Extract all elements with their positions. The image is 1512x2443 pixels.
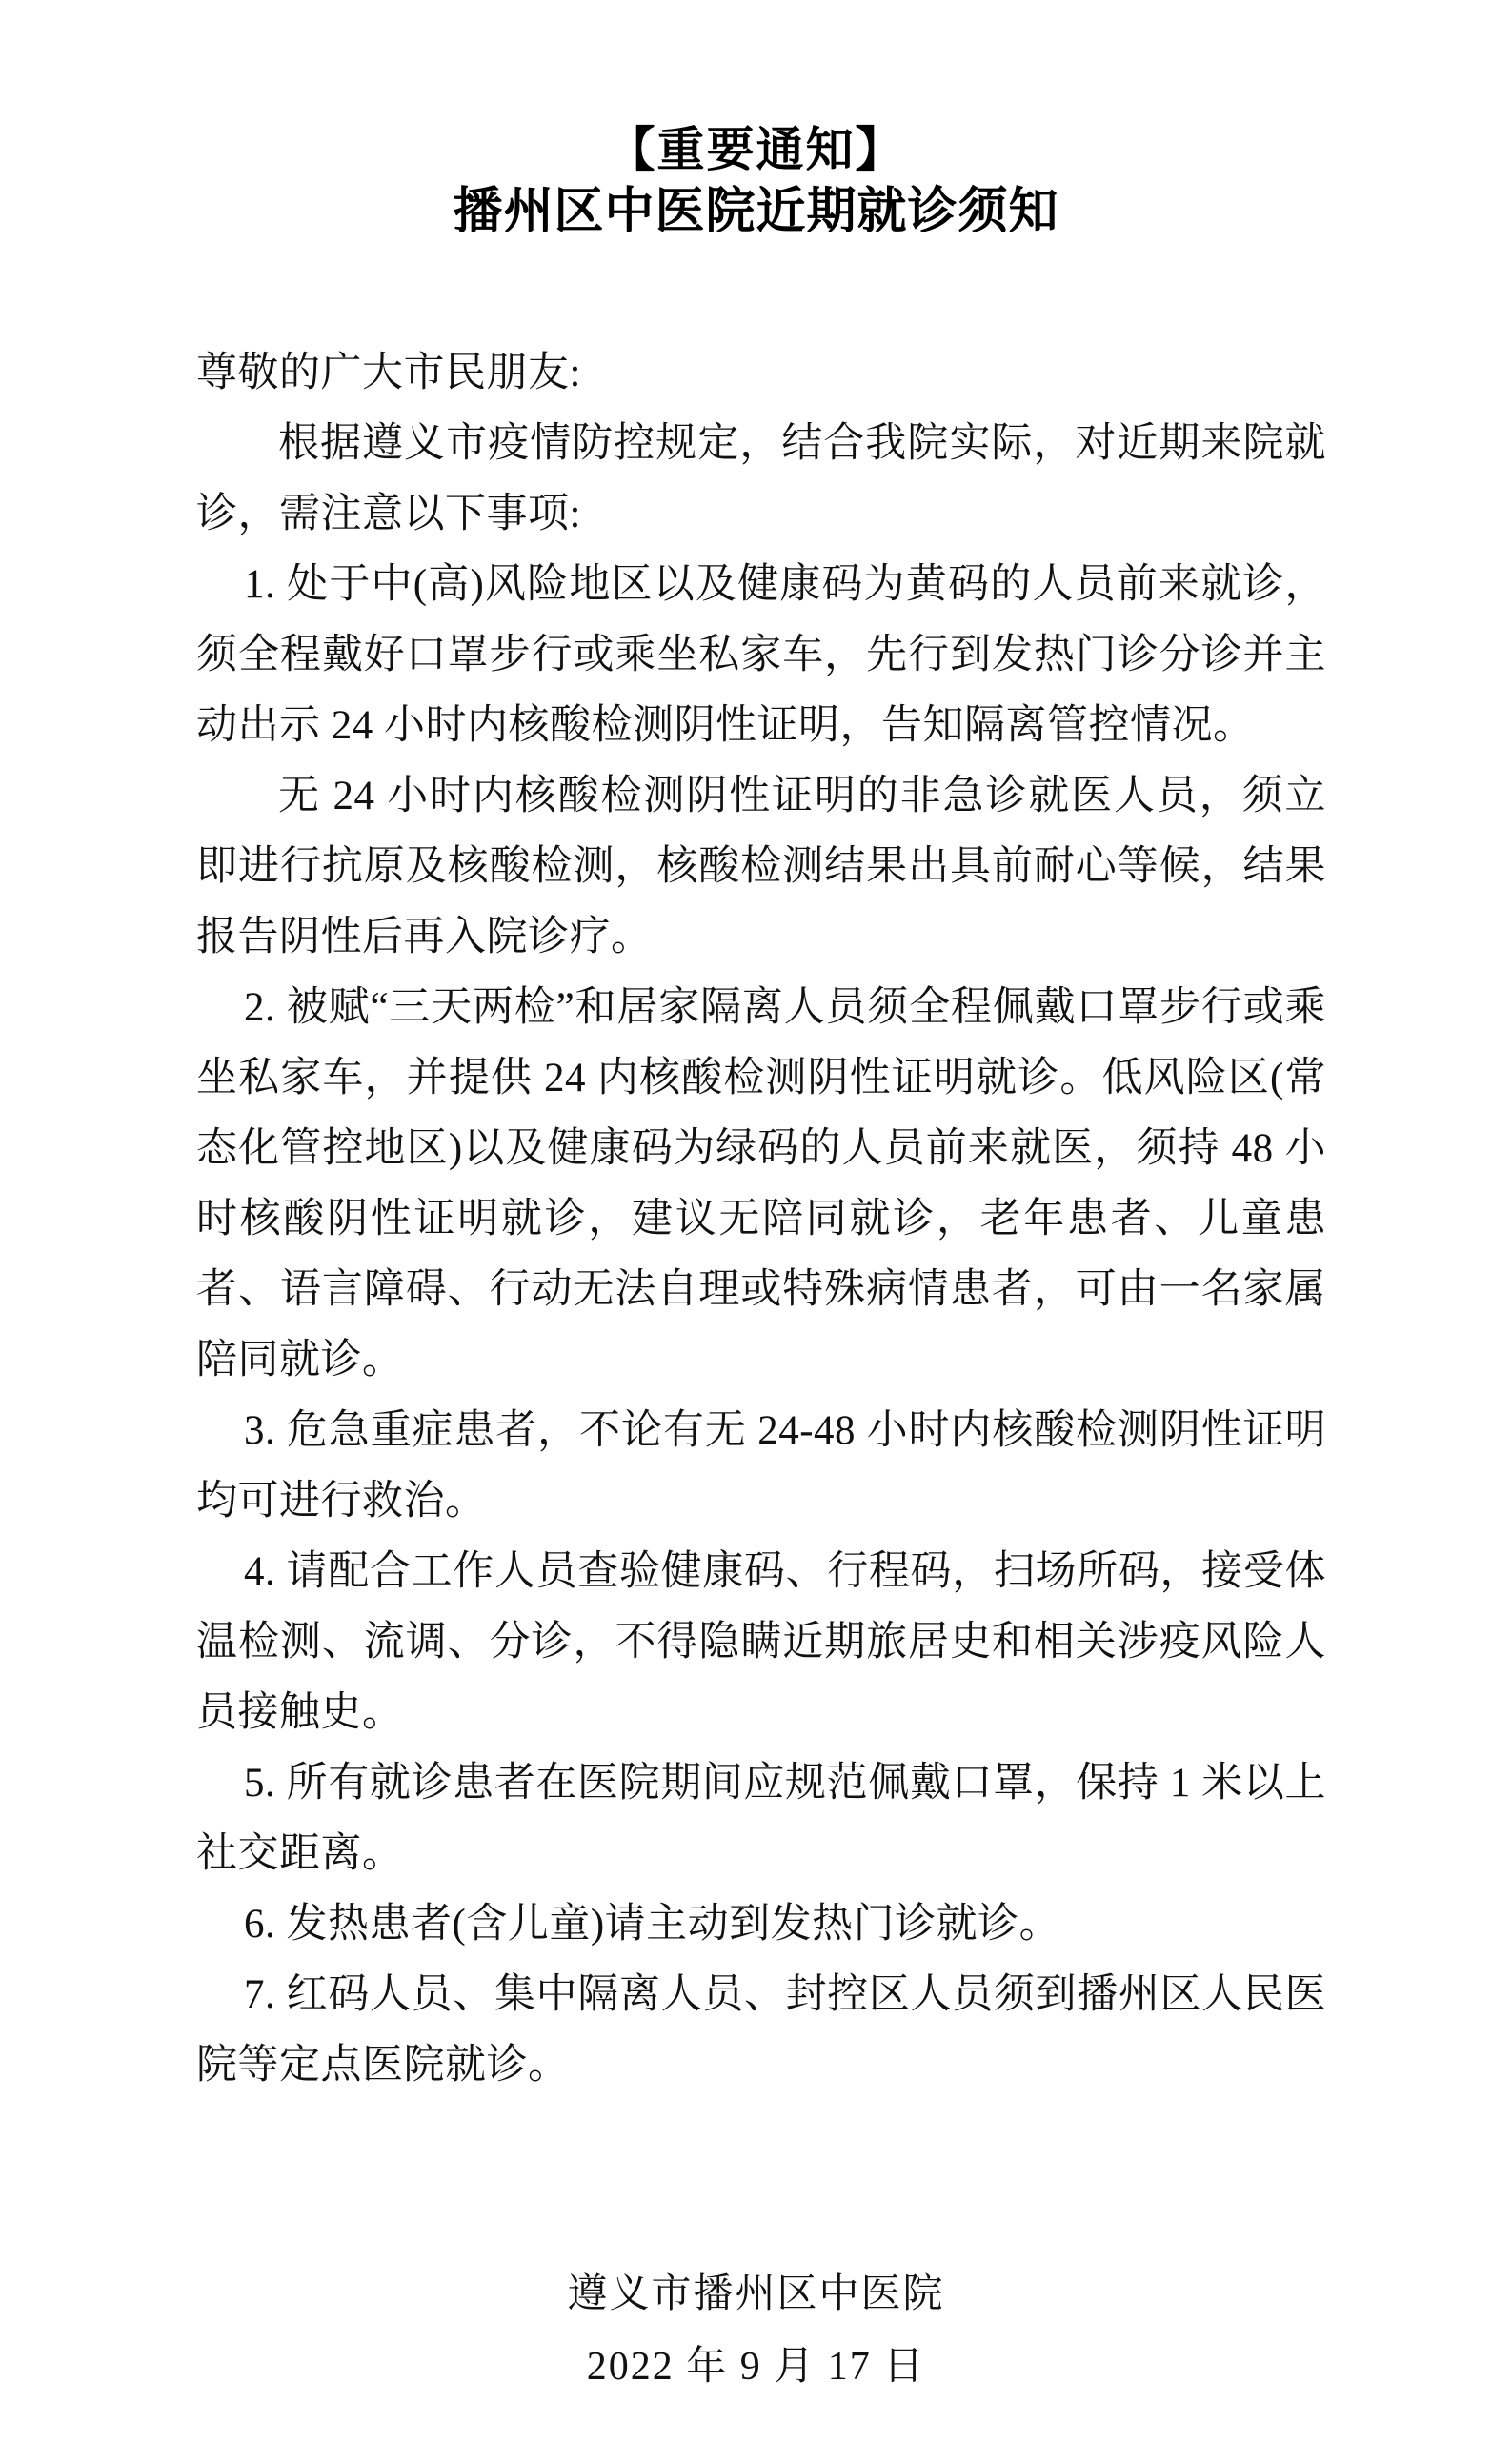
notice-item-2: 2. 被赋“三天两检”和居家隔离人员须全程佩戴口罩步行或乘坐私家车，并提供 24 内核酸检测阴性证明就诊。低风险区(常态化管控地区)以及健康码为绿码的人员前来就医，须持 48 小时核酸阴性证明就诊，建议无陪同就诊，老年患者、儿童患者、语言障碍、行动无法自理或特殊病情患者，可由一名家属陪同就诊。 (196, 985, 1326, 1383)
notice-item-3: 3. 危急重症患者，不论有无 24-48 小时内核酸检测阴性证明均可进行救治。 (196, 1408, 1326, 1524)
document-body (196, 338, 1326, 2101)
notice-item-6: 6. 发热患者(含儿童)请主动到发热门诊就诊。 (244, 1902, 1061, 1947)
page-title: 播州区中医院近期就诊须知 (453, 185, 1059, 239)
notice-item-4: 4. 请配合工作人员查验健康码、行程码，扫场所码，接受体温检测、流调、分诊，不得隐瞒近期旅居史和相关涉疫风险人员接触史。 (196, 1549, 1326, 1735)
signature-organization: 遵义市播州区中医院 (567, 2272, 945, 2316)
document-title-block (0, 122, 1512, 242)
title-bracketed: 【重要通知】 (607, 123, 905, 176)
signature-block (0, 2266, 1512, 2395)
intro-paragraph: 根据遵义市疫情防控规定，结合我院实际，对近期来院就诊，需注意以下事项: (196, 421, 1326, 536)
notice-item-1-continuation: 无 24 小时内核酸检测阴性证明的非急诊就医人员，须立即进行抗原及核酸检测，核酸检测结果出具前耐心等候，结果报告阴性后再入院诊疗。 (196, 774, 1326, 959)
signature-date: 2022 年 9 月 17 日 (586, 2345, 926, 2389)
salutation: 尊敬的广大市民朋友: (196, 351, 581, 395)
notice-item-7: 7. 红码人员、集中隔离人员、封控区人员须到播州区人民医院等定点医院就诊。 (196, 1972, 1326, 2088)
notice-item-5: 5. 所有就诊患者在医院期间应规范佩戴口罩，保持 1 米以上社交距离。 (196, 1761, 1326, 1876)
notice-item-1: 1. 处于中(高)风险地区以及健康码为黄码的人员前来就诊，须全程戴好口罩步行或乘坐私家车，先行到发热门诊分诊并主动出示 24 小时内核酸检测阴性证明，告知隔离管控情况。 (196, 562, 1326, 748)
